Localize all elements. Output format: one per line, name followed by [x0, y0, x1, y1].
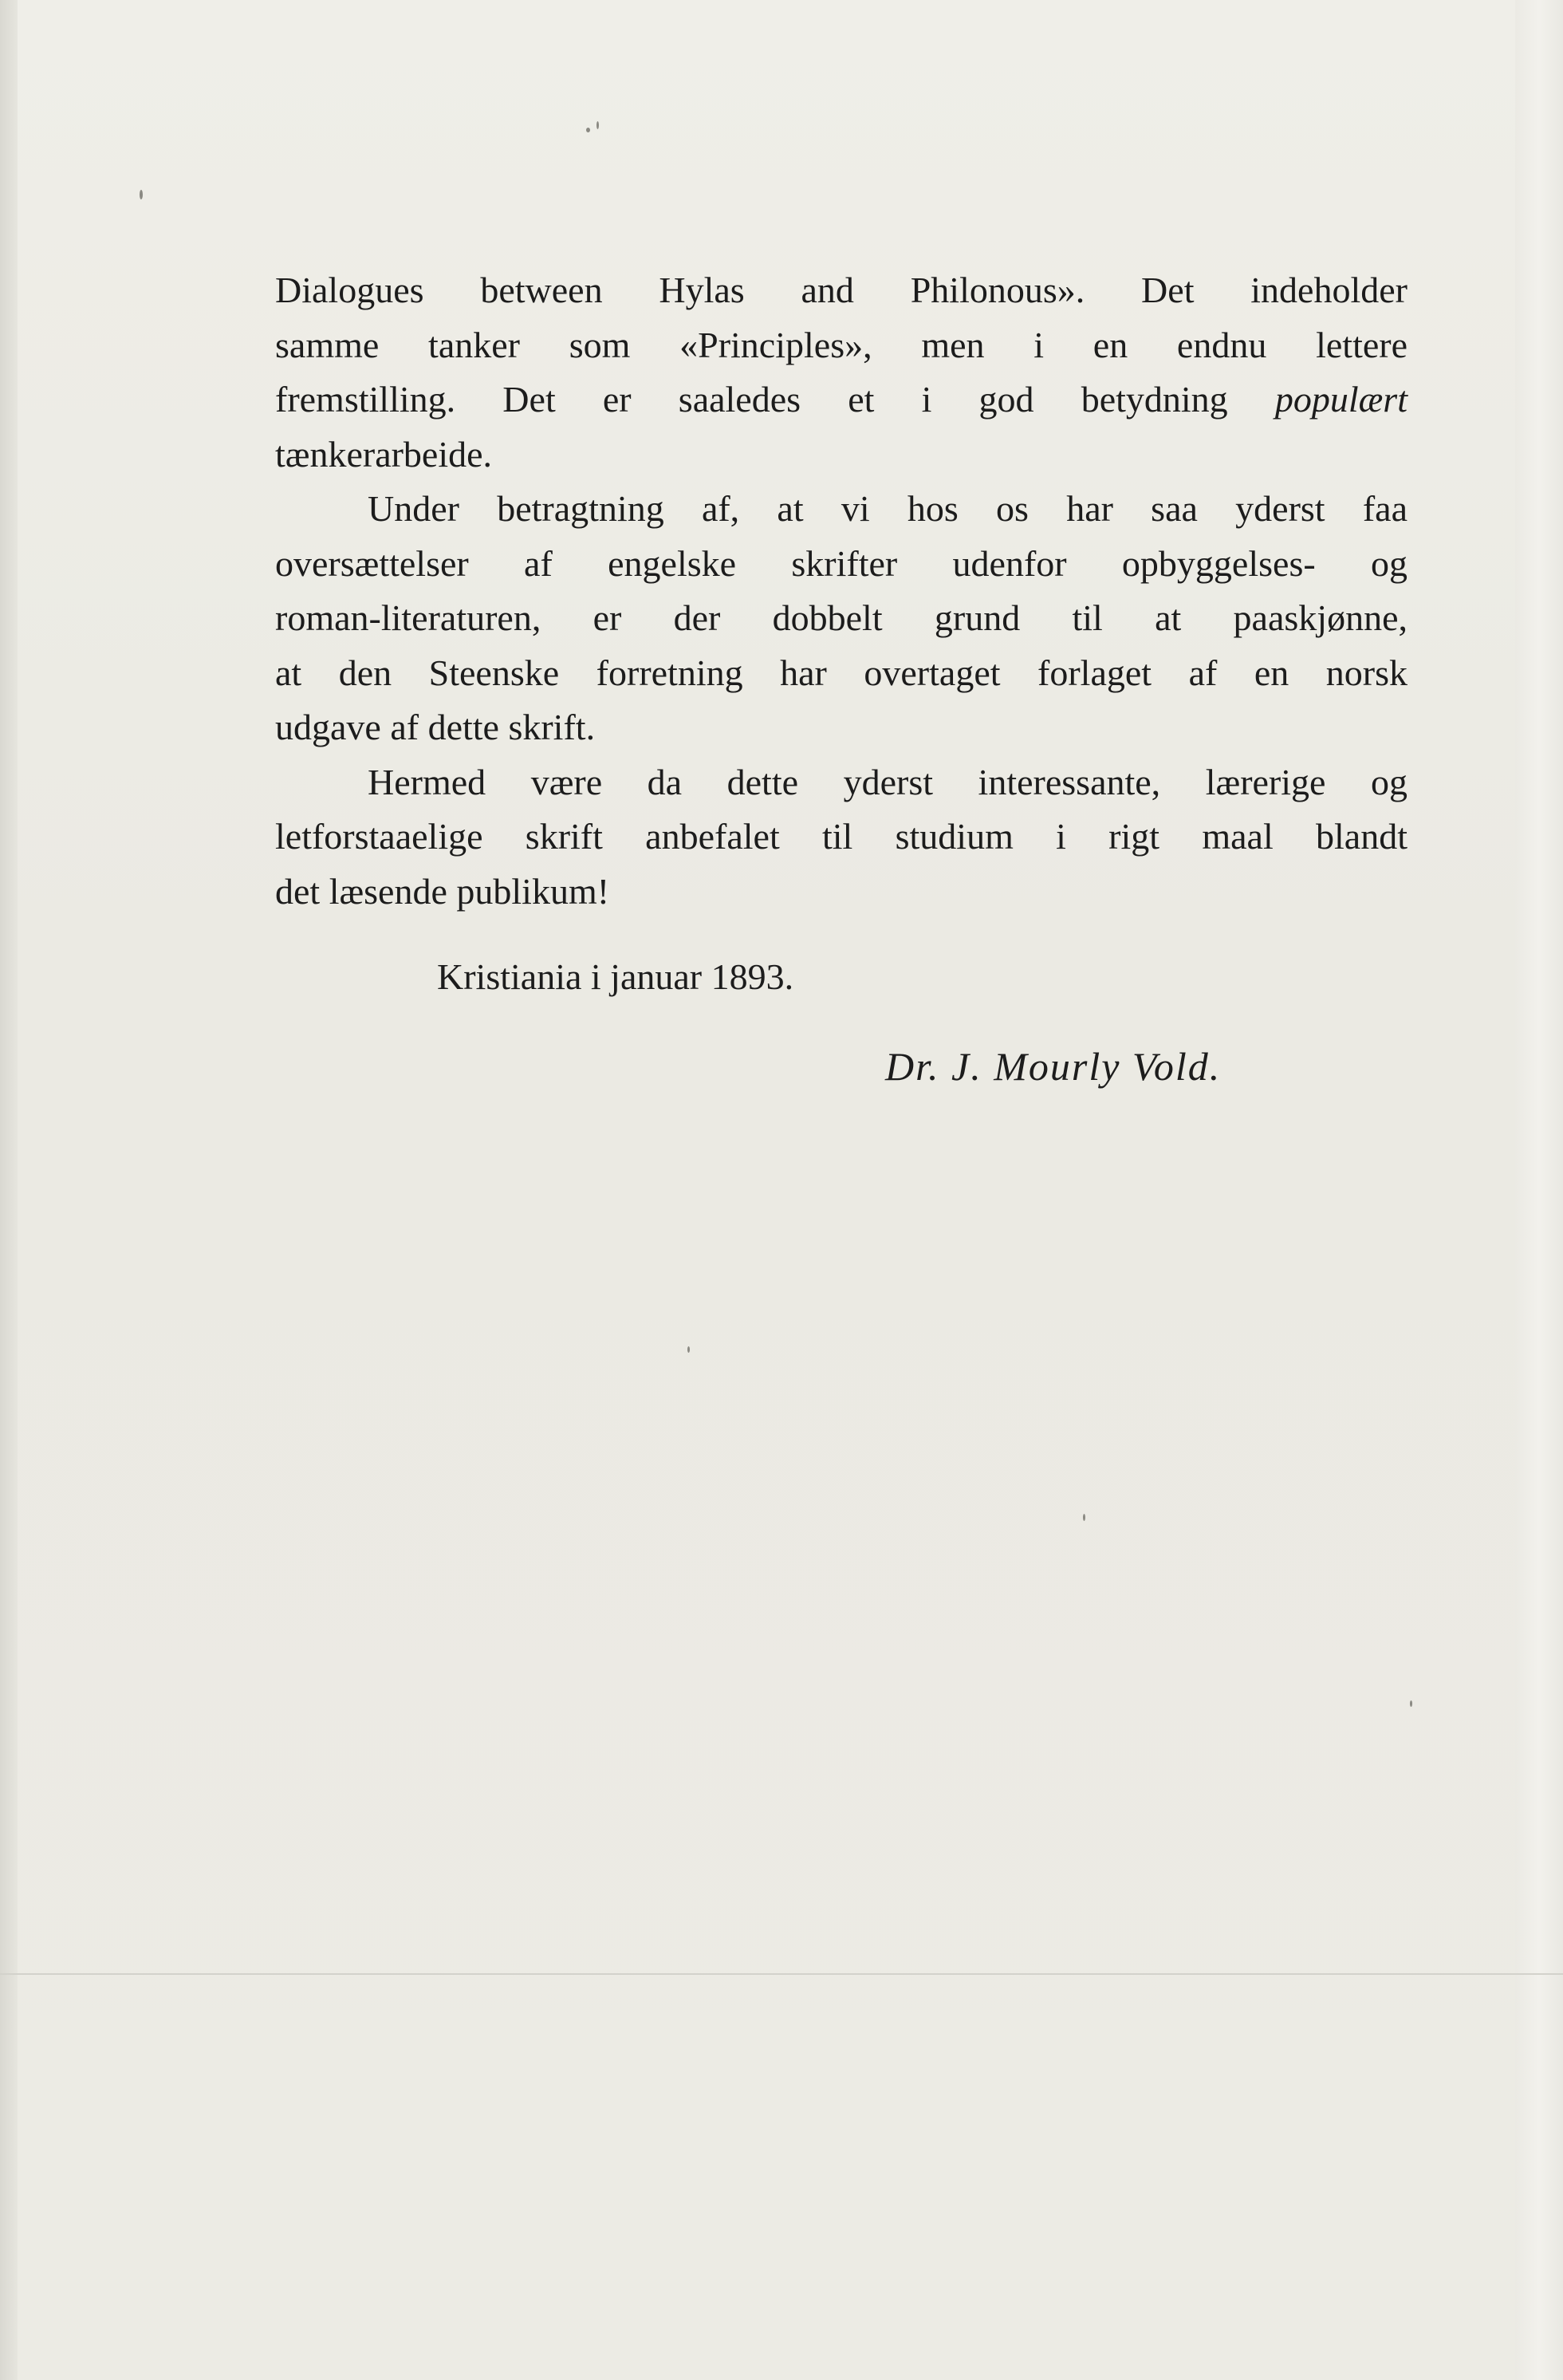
text-line: det læsende publikum! [275, 870, 610, 912]
page-left-edge [0, 0, 18, 2380]
text-line-start: fremstilling. Det er saaledes et i god betydning [275, 379, 1275, 420]
paper-speck [140, 190, 143, 199]
paragraph-1 [275, 263, 1407, 482]
text-line: roman-literaturen, er der dobbelt grund til at paaskjønne, [275, 597, 1407, 638]
signature: Dr. J. Mourly Vold. [885, 1044, 1222, 1089]
text-line: oversættelser af engelske skrifter udenfor opbyggelses- og [275, 542, 1407, 584]
paper-speck [1083, 1514, 1085, 1521]
text-line: letforstaaelige skrift anbefalet til studium i rigt maal blandt [275, 816, 1407, 857]
paper-speck [687, 1346, 690, 1353]
text-line: udgave af dette skrift. [275, 707, 596, 747]
italic-word: populært [1274, 379, 1407, 420]
page-right-edge [1515, 0, 1563, 2380]
paper-speck [596, 121, 599, 129]
text-line: Under betragtning af, at vi hos os har saa yderst faa [368, 488, 1407, 529]
body-text [275, 263, 1407, 919]
text-line [275, 372, 1407, 428]
text-line: samme tanker som «Principles», men i en endnu lettere [275, 324, 1407, 365]
text-line: Hermed være da dette yderst interessante, lærerige og [368, 761, 1407, 802]
text-line: tænkerarbeide. [275, 433, 493, 475]
paragraph-3 [275, 755, 1407, 920]
paper-speck [1410, 1700, 1412, 1707]
page-fold-line [0, 1973, 1563, 1975]
paragraph-2 [275, 482, 1407, 755]
text-line: Dialogues between Hylas and Philonous». Det indeholder [275, 270, 1407, 310]
paper-speck [586, 128, 590, 132]
place-date: Kristiania i januar 1893. [437, 956, 794, 997]
text-line: at den Steenske forretning har overtaget forlaget af en norsk [275, 652, 1407, 693]
